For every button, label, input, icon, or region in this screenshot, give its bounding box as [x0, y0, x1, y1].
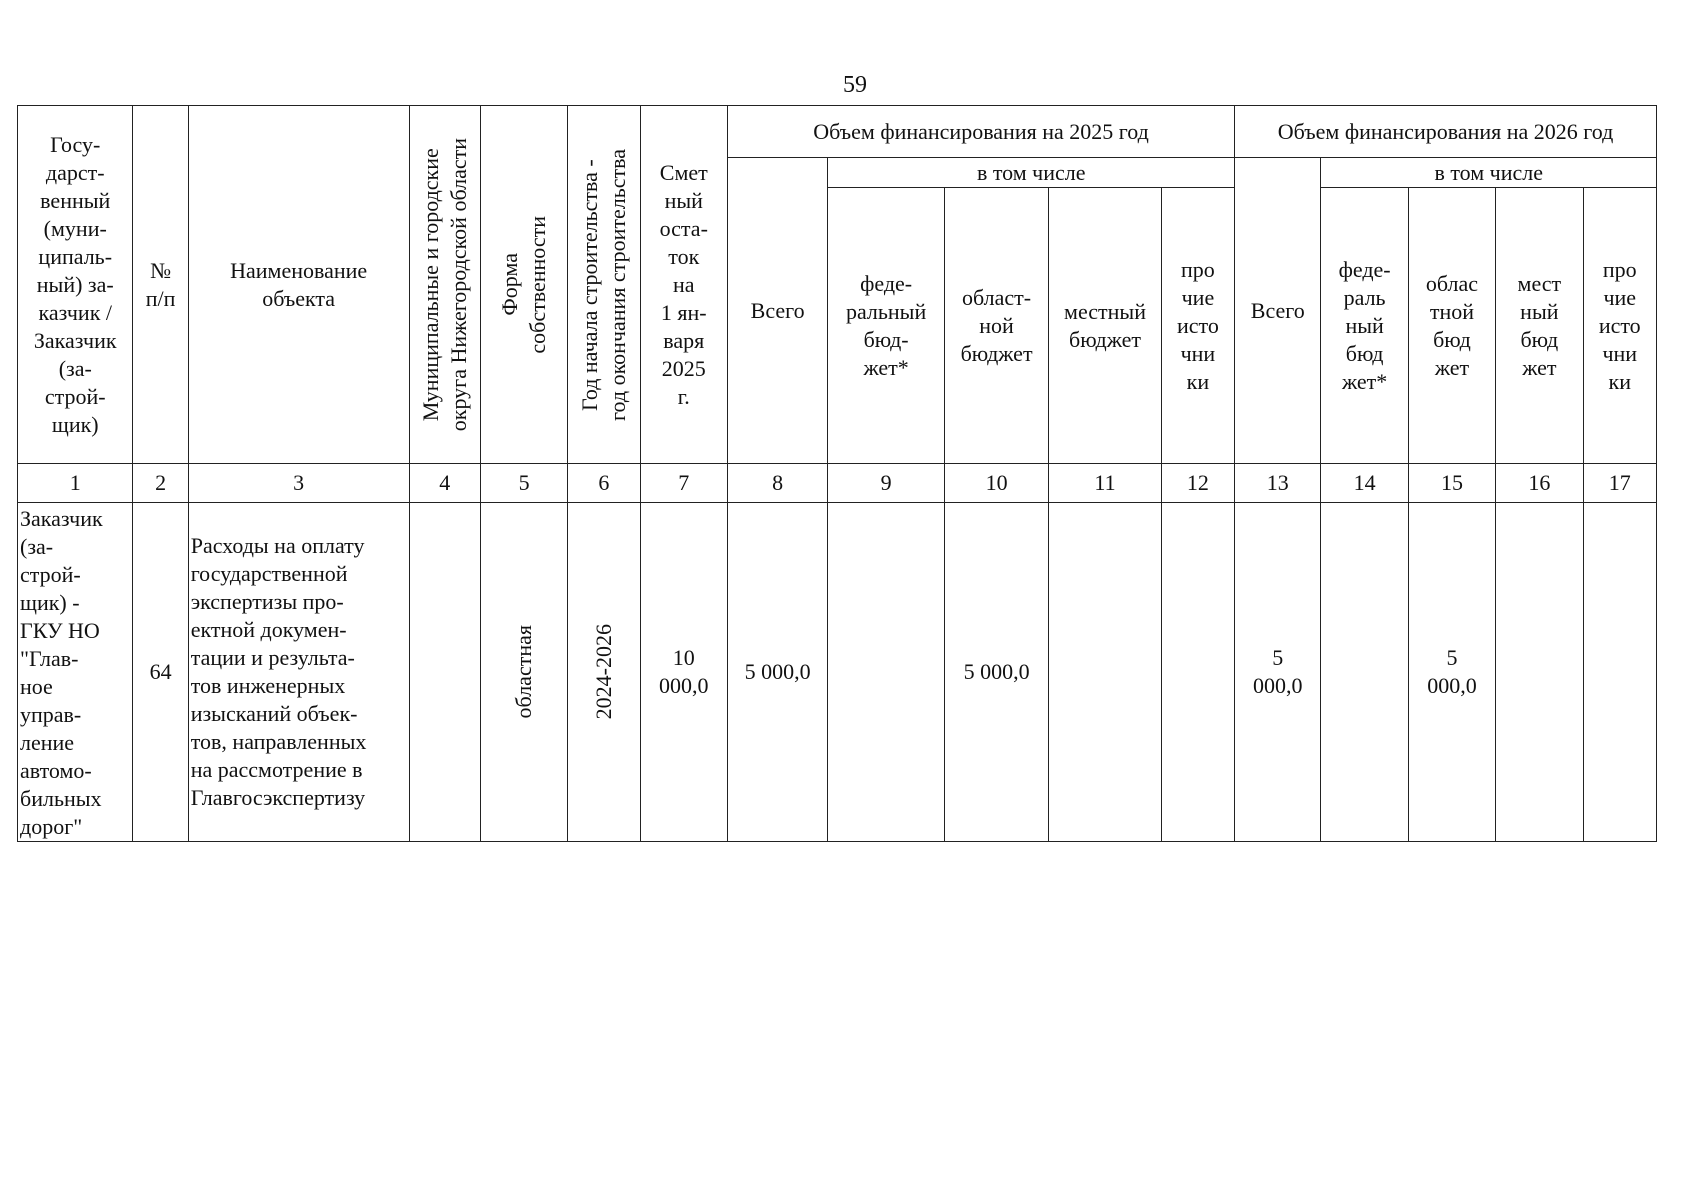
cell-other-2025: [1161, 503, 1234, 842]
cell-regional-2025: 5 000,0: [944, 503, 1048, 842]
header-years-cell: [568, 106, 640, 464]
cell-years-cell: [568, 503, 640, 842]
column-number: 15: [1408, 464, 1495, 503]
cell-federal-2025: [828, 503, 944, 842]
column-number: 1: [18, 464, 133, 503]
cell-customer: Заказчик (за- строй- щик) - ГКУ НО "Глав- ное управ- ление автомо- бильных дорог": [18, 503, 133, 842]
cell-ownership-cell: [480, 503, 567, 842]
header-municipal: Муниципальные и городские округа Нижегородской области: [417, 137, 471, 432]
page-number: 59: [843, 72, 867, 98]
header-object-name: Наименование объекта: [188, 106, 409, 464]
column-number: 2: [133, 464, 188, 503]
header-years: Год начала строительства - год окончания строительства: [576, 148, 630, 421]
header-ownership-cell: [480, 106, 567, 464]
cell-object-name: Расходы на оплату государственной экспертизы про- ектной докумен- тации и результа- тов инженерных изысканий объек- тов, направленных на рассмотрение в Главгосэкспертизу: [188, 503, 409, 842]
header-including-2026: в том числе: [1321, 158, 1657, 188]
cell-municipal: [409, 503, 480, 842]
cell-total-2026: 5 000,0: [1235, 503, 1321, 842]
column-number: 3: [188, 464, 409, 503]
header-financing-2026: Объем финансирования на 2026 год: [1235, 106, 1657, 158]
header-other-2025: про чие исто чни ки: [1161, 188, 1234, 464]
cell-balance: 10 000,0: [640, 503, 727, 842]
column-number: 6: [568, 464, 640, 503]
column-number: 4: [409, 464, 480, 503]
cell-total-2025: 5 000,0: [727, 503, 827, 842]
cell-local-2026: [1496, 503, 1583, 842]
column-number-row: [18, 464, 1657, 503]
header-local-2026: мест ный бюд жет: [1496, 188, 1583, 464]
header-row-1: [18, 106, 1657, 158]
header-including-2025: в том числе: [828, 158, 1235, 188]
column-number: 13: [1235, 464, 1321, 503]
column-number: 9: [828, 464, 944, 503]
header-total-2025: Всего: [727, 158, 827, 464]
cell-ownership: областная: [511, 625, 537, 719]
column-number: 17: [1583, 464, 1656, 503]
header-customer: Госу- дарст- венный (муни- ципаль- ный) за- казчик / Заказчик (за- строй- щик): [18, 106, 133, 464]
header-regional-2026: облас тной бюд жет: [1408, 188, 1495, 464]
header-number: № п/п: [133, 106, 188, 464]
cell-federal-2026: [1321, 503, 1408, 842]
column-number: 10: [944, 464, 1048, 503]
column-number: 5: [480, 464, 567, 503]
cell-regional-2026: 5 000,0: [1408, 503, 1495, 842]
header-balance: Смет ный оста- ток на 1 ян- варя 2025 г.: [640, 106, 727, 464]
header-federal-2025: феде- ральный бюд- жет*: [828, 188, 944, 464]
table-row: [18, 503, 1657, 842]
column-number: 14: [1321, 464, 1408, 503]
cell-years: 2024-2026: [590, 624, 616, 720]
column-number: 11: [1049, 464, 1161, 503]
column-number: 8: [727, 464, 827, 503]
column-number: 7: [640, 464, 727, 503]
header-regional-2025: област- ной бюджет: [944, 188, 1048, 464]
financing-table: [17, 105, 1657, 842]
header-municipal-cell: [409, 106, 480, 464]
header-financing-2025: Объем финансирования на 2025 год: [727, 106, 1234, 158]
cell-local-2025: [1049, 503, 1161, 842]
header-ownership: Форма собственности: [497, 215, 551, 354]
header-local-2025: местный бюджет: [1049, 188, 1161, 464]
cell-number: 64: [133, 503, 188, 842]
header-other-2026: про чие исто чни ки: [1583, 188, 1656, 464]
column-number: 16: [1496, 464, 1583, 503]
header-total-2026: Всего: [1235, 158, 1321, 464]
header-federal-2026: феде- раль ный бюд жет*: [1321, 188, 1408, 464]
cell-other-2026: [1583, 503, 1656, 842]
column-number: 12: [1161, 464, 1234, 503]
